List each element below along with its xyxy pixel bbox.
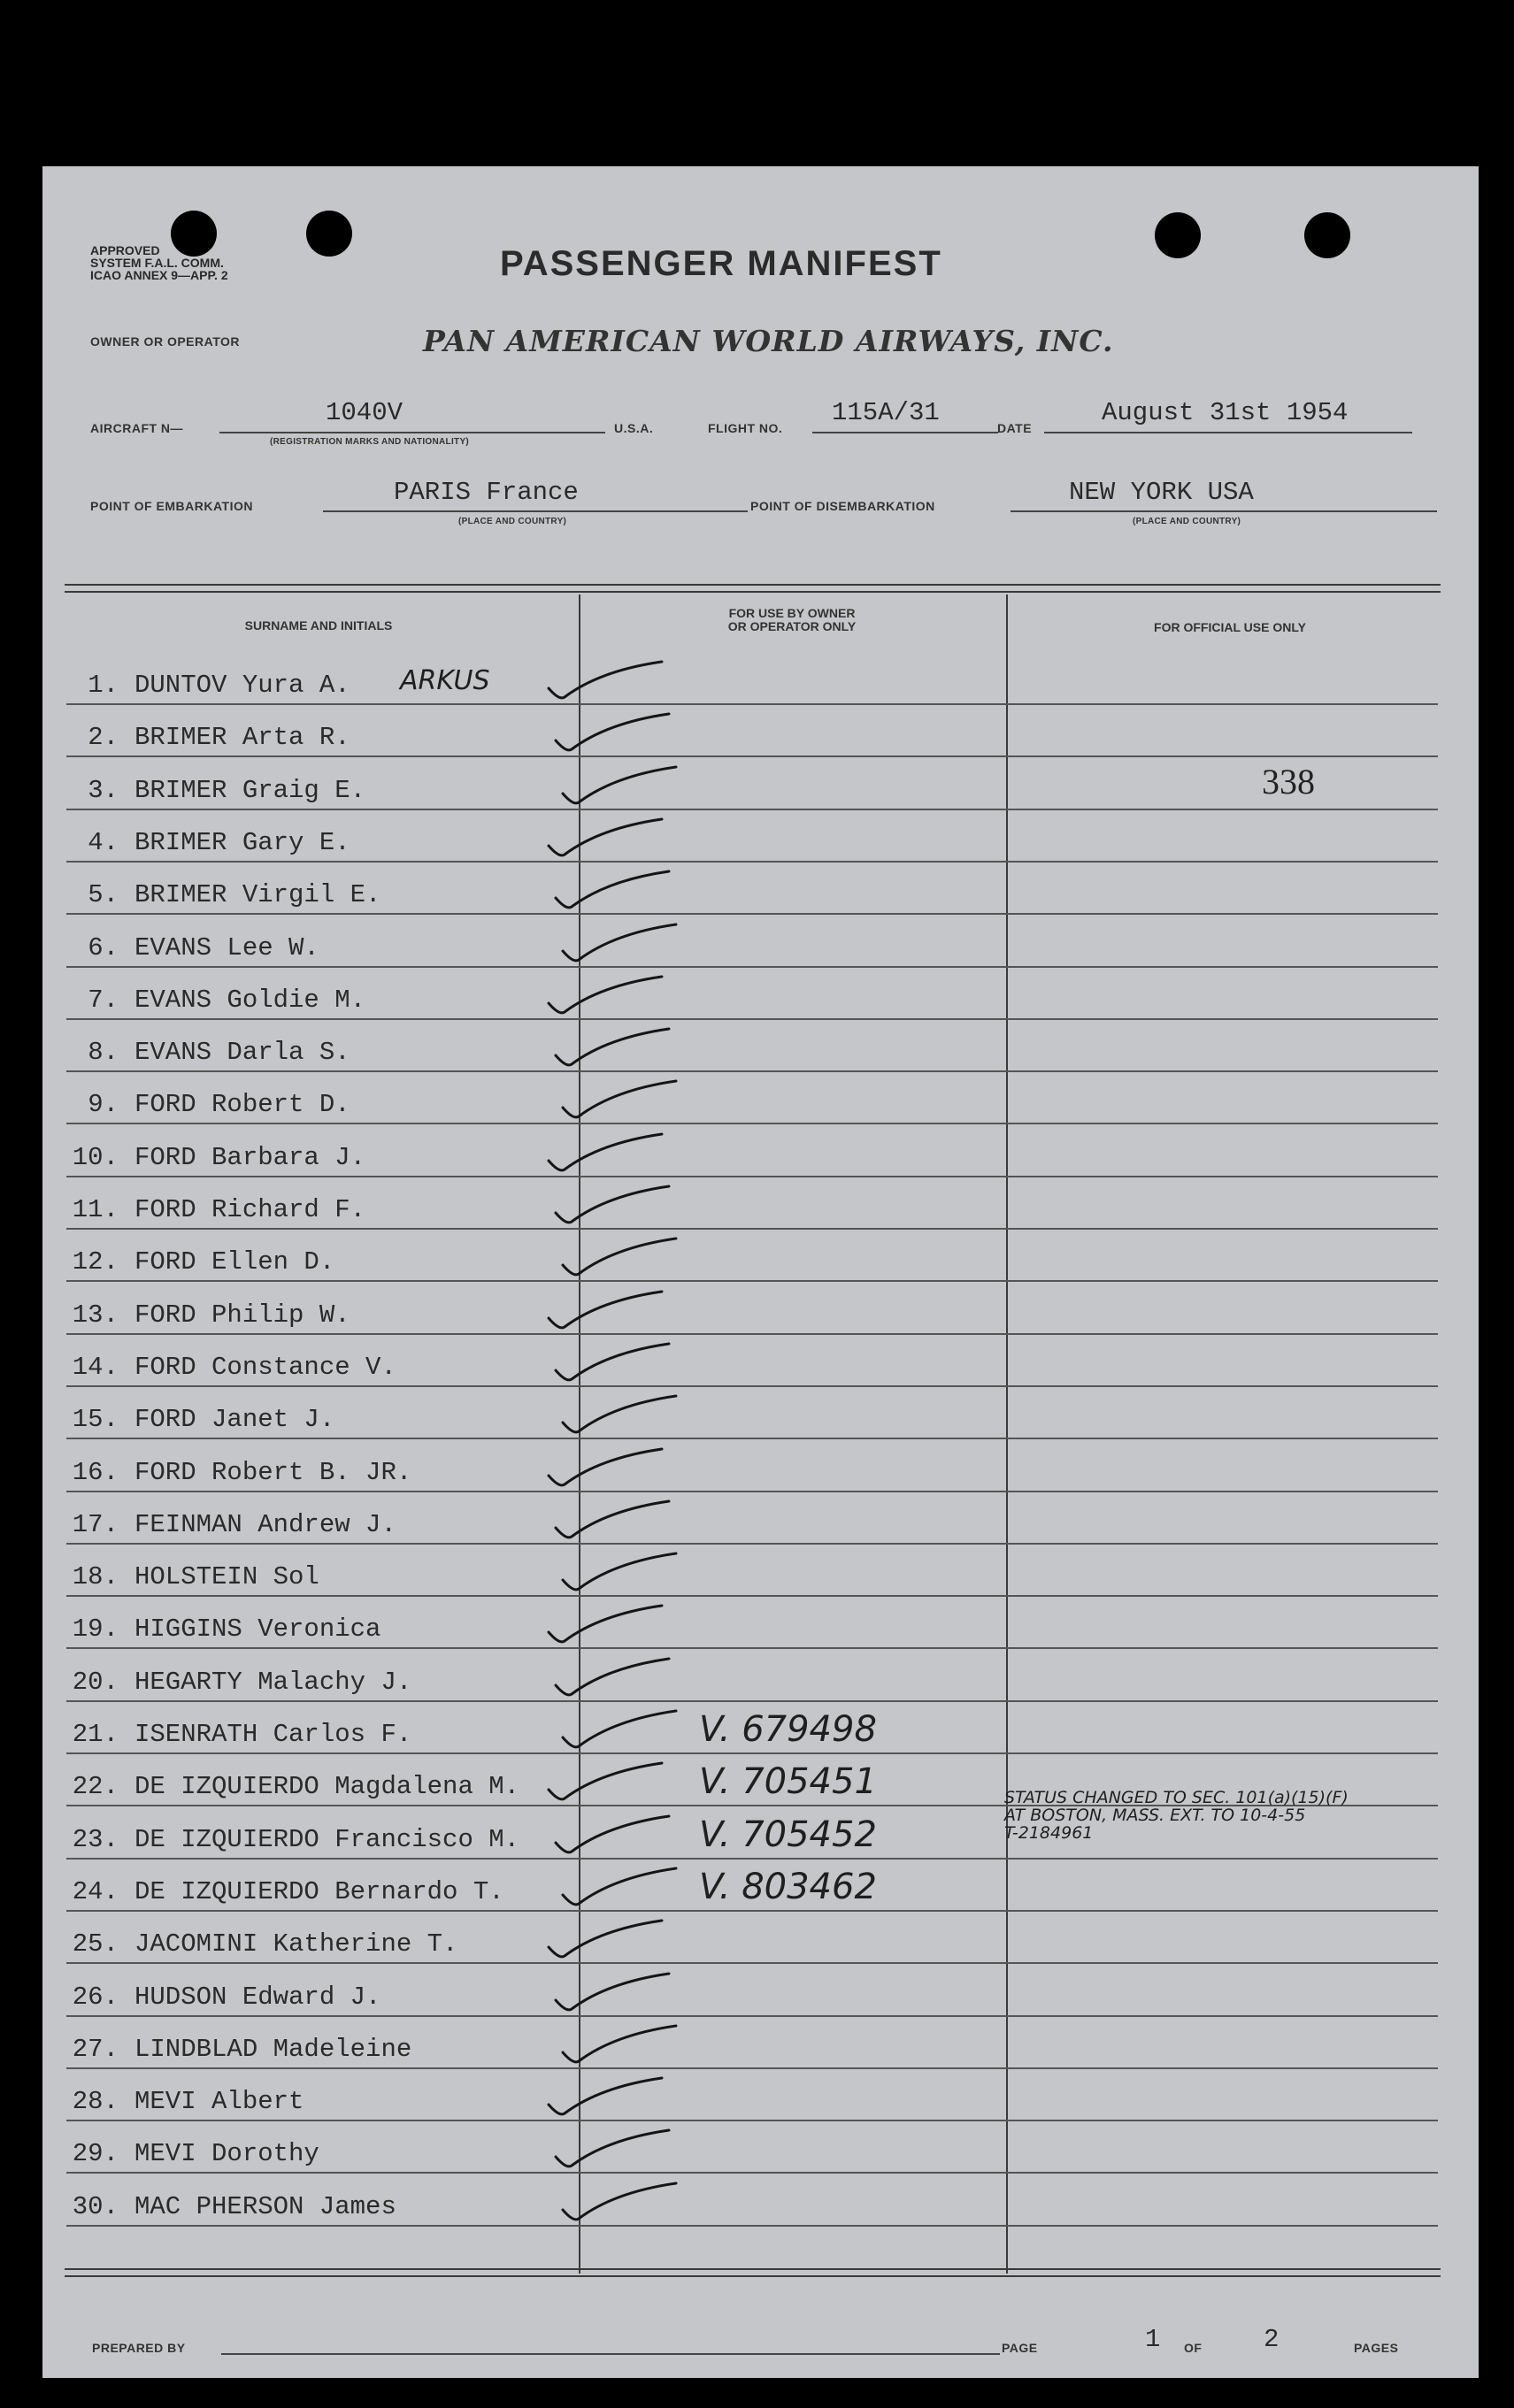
passenger-name: FORD Richard F. xyxy=(134,1195,366,1224)
check-mark xyxy=(549,1763,662,1799)
passenger-number: 21. xyxy=(72,1720,119,1749)
flight-label: FLIGHT NO. xyxy=(708,421,783,435)
passenger-name: EVANS Lee W. xyxy=(134,933,319,962)
passenger-name: FORD Robert D. xyxy=(134,1090,350,1119)
passenger-name: JACOMINI Katherine T. xyxy=(134,1929,458,1959)
pages-label: PAGES xyxy=(1354,2341,1399,2355)
passenger-name: DE IZQUIERDO Bernardo T. xyxy=(134,1877,504,1906)
col-header-official: FOR OFFICIAL USE ONLY xyxy=(1154,620,1306,634)
passenger-name: FORD Ellen D. xyxy=(134,1247,335,1277)
check-mark xyxy=(563,1868,676,1905)
check-mark xyxy=(556,1501,669,1538)
passenger-number: 13. xyxy=(72,1300,119,1330)
check-mark xyxy=(563,1553,676,1590)
visa-number: V. 803462 xyxy=(699,1867,877,1907)
page-number: 1 xyxy=(1145,2325,1161,2354)
passenger-number: 25. xyxy=(72,1929,119,1959)
embark-label: POINT OF EMBARKATION xyxy=(90,499,253,513)
passenger-name: FORD Robert B. JR. xyxy=(134,1458,412,1487)
check-mark xyxy=(556,1344,669,1380)
passenger-number: 12. xyxy=(72,1247,119,1277)
passenger-name: BRIMER Graig E. xyxy=(134,776,366,805)
passenger-number: 5. xyxy=(88,880,119,909)
passenger-name: HOLSTEIN Sol xyxy=(134,1562,319,1591)
owner-label: OWNER OR OPERATOR xyxy=(90,334,240,349)
passenger-name: LINDBLAD Madeleine xyxy=(134,2035,412,2064)
page-label: PAGE xyxy=(1002,2341,1038,2355)
prepared-by-label: PREPARED BY xyxy=(92,2341,186,2355)
passenger-number: 7. xyxy=(88,985,119,1015)
handwritten-note: ARKUS xyxy=(400,665,490,696)
passenger-name: MEVI Albert xyxy=(134,2087,304,2116)
check-mark xyxy=(549,1606,662,1642)
approval-note: APPROVED SYSTEM F.A.L. COMM. ICAO ANNEX 9—APP. 2 xyxy=(90,243,228,282)
check-mark xyxy=(549,819,662,855)
check-mark xyxy=(556,1659,669,1695)
embark-value: PARIS France xyxy=(394,478,579,507)
country-label: U.S.A. xyxy=(614,421,654,435)
check-mark xyxy=(549,977,662,1013)
date-value: August 31st 1954 xyxy=(1102,398,1349,427)
aircraft-label: AIRCRAFT N— xyxy=(90,421,184,435)
check-mark xyxy=(563,924,676,961)
prepared-by-underline xyxy=(221,2353,1000,2355)
check-mark xyxy=(556,1029,669,1065)
check-mark xyxy=(549,1449,662,1485)
check-mark xyxy=(556,714,669,750)
flight-number: 115A/31 xyxy=(832,398,940,427)
form-title: PASSENGER MANIFEST xyxy=(500,244,942,283)
table-bottom-rule xyxy=(65,2275,1441,2277)
check-mark xyxy=(556,2130,669,2166)
visa-number: V. 705451 xyxy=(699,1761,877,1802)
passenger-name: FORD Janet J. xyxy=(134,1405,335,1434)
aircraft-number: 1040V xyxy=(326,398,403,427)
check-mark xyxy=(556,1816,669,1852)
check-mark xyxy=(549,2078,662,2114)
total-pages: 2 xyxy=(1264,2325,1280,2354)
passenger-number: 27. xyxy=(72,2035,119,2064)
check-mark xyxy=(563,1239,676,1275)
table-bottom-rule xyxy=(65,2268,1441,2270)
check-mark xyxy=(556,1186,669,1223)
passenger-name: FORD Philip W. xyxy=(134,1300,350,1330)
passenger-number: 19. xyxy=(72,1614,119,1644)
passenger-name: ISENRATH Carlos F. xyxy=(134,1720,412,1749)
passenger-name: EVANS Goldie M. xyxy=(134,985,366,1015)
check-mark xyxy=(563,1081,676,1117)
passenger-number: 8. xyxy=(88,1038,119,1067)
date-label: DATE xyxy=(997,421,1033,435)
embark-caption: (PLACE AND COUNTRY) xyxy=(458,517,567,526)
passenger-number: 29. xyxy=(72,2139,119,2168)
passenger-number: 26. xyxy=(72,1982,119,2012)
passenger-number: 4. xyxy=(88,828,119,857)
check-mark xyxy=(549,1134,662,1170)
of-label: OF xyxy=(1184,2341,1203,2355)
passenger-number: 16. xyxy=(72,1458,119,1487)
disembark-caption: (PLACE AND COUNTRY) xyxy=(1133,517,1241,526)
visa-number: V. 679498 xyxy=(699,1709,877,1750)
passenger-name: EVANS Darla S. xyxy=(134,1038,350,1067)
passenger-number: 30. xyxy=(72,2192,119,2221)
passenger-name: DE IZQUIERDO Magdalena M. xyxy=(134,1772,520,1801)
check-mark xyxy=(556,1974,669,2010)
passenger-number: 17. xyxy=(72,1510,119,1539)
check-mark xyxy=(563,1396,676,1432)
passenger-name: HIGGINS Veronica xyxy=(134,1614,381,1644)
disembark-value: NEW YORK USA xyxy=(1069,478,1254,507)
passenger-name: BRIMER Arta R. xyxy=(134,723,350,752)
passenger-number: 20. xyxy=(72,1668,119,1697)
passenger-number: 2. xyxy=(88,723,119,752)
col-header-owner: FOR USE BY OWNER OR OPERATOR ONLY xyxy=(727,606,857,633)
passenger-number: 3. xyxy=(88,776,119,805)
check-mark xyxy=(563,1711,676,1747)
check-mark xyxy=(563,2183,676,2220)
passenger-name: DE IZQUIERDO Francisco M. xyxy=(134,1825,520,1854)
passenger-name: MEVI Dorothy xyxy=(134,2139,319,2168)
registration-caption: (REGISTRATION MARKS AND NATIONALITY) xyxy=(270,437,470,447)
check-mark xyxy=(549,662,662,698)
passenger-number: 15. xyxy=(72,1405,119,1434)
check-mark xyxy=(549,1921,662,1957)
passenger-name: FORD Constance V. xyxy=(134,1353,396,1382)
passenger-number: 18. xyxy=(72,1562,119,1591)
passenger-number: 1. xyxy=(88,671,119,700)
passenger-name: HUDSON Edward J. xyxy=(134,1982,381,2012)
passenger-number: 22. xyxy=(72,1772,119,1801)
visa-number: V. 705452 xyxy=(699,1814,877,1855)
passenger-name: DUNTOV Yura A. xyxy=(134,671,350,700)
passenger-number: 11. xyxy=(72,1195,119,1224)
passenger-number: 23. xyxy=(72,1825,119,1854)
airline-name: PAN AMERICAN WORLD AIRWAYS, INC. xyxy=(423,324,1114,358)
check-mark xyxy=(549,1292,662,1328)
passenger-name: FEINMAN Andrew J. xyxy=(134,1510,396,1539)
passenger-name: BRIMER Virgil E. xyxy=(134,880,381,909)
passenger-name: BRIMER Gary E. xyxy=(134,828,350,857)
status-change-note: STATUS CHANGED TO SEC. 101(a)(15)(F) AT BOSTON, MASS. EXT. TO 10-4-55 T-2184961 xyxy=(1004,1788,1349,1843)
passenger-name: HEGARTY Malachy J. xyxy=(134,1668,412,1697)
disembark-label: POINT OF DISEMBARKATION xyxy=(750,499,935,513)
check-mark xyxy=(556,871,669,908)
passenger-number: 10. xyxy=(72,1143,119,1172)
official-stamp-number: 338 xyxy=(1262,762,1315,801)
passenger-number: 9. xyxy=(88,1090,119,1119)
col-header-name: SURNAME AND INITIALS xyxy=(244,618,393,633)
passenger-number: 28. xyxy=(72,2087,119,2116)
passenger-name: MAC PHERSON James xyxy=(134,2192,396,2221)
check-mark xyxy=(563,2026,676,2062)
check-mark xyxy=(563,767,676,803)
passenger-name: FORD Barbara J. xyxy=(134,1143,366,1172)
passenger-number: 24. xyxy=(72,1877,119,1906)
passenger-number: 14. xyxy=(72,1353,119,1382)
passenger-number: 6. xyxy=(88,933,119,962)
